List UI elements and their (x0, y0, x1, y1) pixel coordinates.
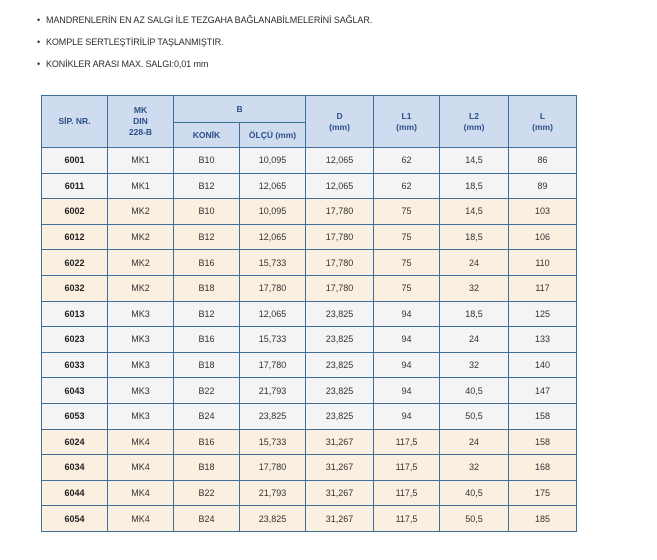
cell-l: 158 (509, 403, 577, 429)
table-row (42, 148, 577, 174)
table-row (42, 480, 577, 506)
cell-d: 31,267 (306, 455, 374, 481)
note-text: KOMPLE SERTLEŞTİRİLİP TAŞLANMIŞTIR. (46, 37, 224, 47)
cell-d: 17,780 (306, 224, 374, 250)
cell-sip: 6054 (42, 506, 108, 532)
cell-l2: 40,5 (440, 378, 509, 404)
cell-mk: MK3 (108, 352, 174, 378)
cell-konik: B22 (174, 480, 240, 506)
cell-d: 12,065 (306, 173, 374, 199)
note-text: KONİKLER ARASI MAX. SALGI:0,01 mm (46, 59, 209, 69)
cell-konik: B24 (174, 403, 240, 429)
cell-sip: 6001 (42, 148, 108, 174)
cell-olcu: 12,065 (240, 173, 306, 199)
cell-l2: 24 (440, 429, 509, 455)
cell-mk: MK2 (108, 250, 174, 276)
cell-l: 147 (509, 378, 577, 404)
cell-d: 23,825 (306, 352, 374, 378)
header-sip-nr: SİP. NR. (42, 96, 108, 148)
table-row (42, 199, 577, 225)
cell-sip: 6013 (42, 301, 108, 327)
cell-l: 110 (509, 250, 577, 276)
table-row (42, 224, 577, 250)
cell-mk: MK4 (108, 480, 174, 506)
cell-mk: MK3 (108, 327, 174, 353)
cell-l2: 32 (440, 455, 509, 481)
table-row (42, 250, 577, 276)
cell-olcu: 23,825 (240, 506, 306, 532)
header-l: L (mm) (509, 96, 577, 148)
cell-d: 23,825 (306, 403, 374, 429)
cell-l: 133 (509, 327, 577, 353)
cell-olcu: 15,733 (240, 429, 306, 455)
header-l1: L1 (mm) (374, 96, 440, 148)
cell-sip: 6043 (42, 378, 108, 404)
cell-l1: 75 (374, 224, 440, 250)
cell-l: 117 (509, 275, 577, 301)
cell-konik: B18 (174, 352, 240, 378)
cell-l1: 94 (374, 352, 440, 378)
cell-mk: MK3 (108, 301, 174, 327)
cell-d: 31,267 (306, 429, 374, 455)
cell-olcu: 17,780 (240, 352, 306, 378)
note-item (37, 10, 372, 32)
cell-mk: MK3 (108, 403, 174, 429)
cell-konik: B22 (174, 378, 240, 404)
cell-d: 17,780 (306, 275, 374, 301)
cell-mk: MK4 (108, 455, 174, 481)
table-row (42, 352, 577, 378)
cell-olcu: 10,095 (240, 199, 306, 225)
cell-konik: B24 (174, 506, 240, 532)
cell-l2: 50,5 (440, 506, 509, 532)
header-b: B (174, 96, 306, 123)
cell-konik: B16 (174, 429, 240, 455)
table-row (42, 403, 577, 429)
spec-table (41, 95, 577, 532)
cell-l1: 62 (374, 173, 440, 199)
cell-sip: 6023 (42, 327, 108, 353)
cell-l: 168 (509, 455, 577, 481)
table-row (42, 275, 577, 301)
cell-d: 17,780 (306, 250, 374, 276)
cell-d: 23,825 (306, 378, 374, 404)
cell-mk: MK4 (108, 429, 174, 455)
cell-olcu: 15,733 (240, 327, 306, 353)
table-row (42, 327, 577, 353)
cell-l2: 18,5 (440, 224, 509, 250)
cell-l1: 117,5 (374, 506, 440, 532)
cell-l1: 75 (374, 199, 440, 225)
cell-olcu: 17,780 (240, 455, 306, 481)
cell-olcu: 23,825 (240, 403, 306, 429)
cell-mk: MK2 (108, 224, 174, 250)
cell-olcu: 21,793 (240, 480, 306, 506)
table-row (42, 455, 577, 481)
cell-l2: 32 (440, 352, 509, 378)
cell-mk: MK2 (108, 275, 174, 301)
cell-l1: 94 (374, 403, 440, 429)
cell-l1: 62 (374, 148, 440, 174)
cell-l2: 50,5 (440, 403, 509, 429)
cell-mk: MK4 (108, 506, 174, 532)
cell-mk: MK2 (108, 199, 174, 225)
cell-l1: 75 (374, 275, 440, 301)
cell-d: 31,267 (306, 480, 374, 506)
cell-sip: 6053 (42, 403, 108, 429)
cell-sip: 6022 (42, 250, 108, 276)
cell-konik: B16 (174, 327, 240, 353)
cell-mk: MK1 (108, 173, 174, 199)
cell-l2: 14,5 (440, 199, 509, 225)
bullet-icon: • (37, 37, 41, 47)
header-mk-din: MK DIN 228-B (108, 96, 174, 148)
cell-konik: B18 (174, 455, 240, 481)
cell-l: 89 (509, 173, 577, 199)
cell-l1: 94 (374, 327, 440, 353)
cell-d: 31,267 (306, 506, 374, 532)
cell-mk: MK1 (108, 148, 174, 174)
cell-olcu: 15,733 (240, 250, 306, 276)
cell-l: 158 (509, 429, 577, 455)
cell-konik: B12 (174, 224, 240, 250)
cell-konik: B12 (174, 173, 240, 199)
cell-konik: B12 (174, 301, 240, 327)
cell-olcu: 21,793 (240, 378, 306, 404)
table-row (42, 301, 577, 327)
cell-d: 23,825 (306, 327, 374, 353)
cell-olcu: 12,065 (240, 301, 306, 327)
cell-konik: B16 (174, 250, 240, 276)
cell-l: 175 (509, 480, 577, 506)
cell-l1: 75 (374, 250, 440, 276)
cell-l2: 24 (440, 327, 509, 353)
cell-olcu: 10,095 (240, 148, 306, 174)
note-item (37, 54, 372, 76)
cell-l2: 18,5 (440, 173, 509, 199)
note-text: MANDRENLERİN EN AZ SALGI İLE TEZGAHA BAĞLANABİLMELERİNİ SAĞLAR. (46, 15, 373, 25)
cell-mk: MK3 (108, 378, 174, 404)
cell-sip: 6032 (42, 275, 108, 301)
table-row (42, 506, 577, 532)
cell-l1: 117,5 (374, 455, 440, 481)
cell-l: 86 (509, 148, 577, 174)
header-olcu: ÖLÇÜ (mm) (240, 123, 306, 148)
cell-l1: 117,5 (374, 480, 440, 506)
cell-l: 185 (509, 506, 577, 532)
cell-sip: 6011 (42, 173, 108, 199)
cell-sip: 6044 (42, 480, 108, 506)
cell-konik: B10 (174, 199, 240, 225)
cell-sip: 6034 (42, 455, 108, 481)
cell-l1: 94 (374, 378, 440, 404)
cell-sip: 6033 (42, 352, 108, 378)
cell-konik: B18 (174, 275, 240, 301)
cell-l: 125 (509, 301, 577, 327)
header-l2: L2 (mm) (440, 96, 509, 148)
table-row (42, 173, 577, 199)
bullet-icon: • (37, 15, 41, 25)
cell-l: 103 (509, 199, 577, 225)
cell-d: 12,065 (306, 148, 374, 174)
notes-list (37, 10, 372, 76)
cell-l2: 40,5 (440, 480, 509, 506)
table-row (42, 378, 577, 404)
cell-l2: 14,5 (440, 148, 509, 174)
cell-olcu: 12,065 (240, 224, 306, 250)
cell-sip: 6012 (42, 224, 108, 250)
cell-l2: 32 (440, 275, 509, 301)
cell-sip: 6024 (42, 429, 108, 455)
cell-l: 106 (509, 224, 577, 250)
cell-d: 23,825 (306, 301, 374, 327)
note-item (37, 32, 372, 54)
header-d: D (mm) (306, 96, 374, 148)
table-row (42, 429, 577, 455)
header-konik: KONİK (174, 123, 240, 148)
cell-sip: 6002 (42, 199, 108, 225)
cell-d: 17,780 (306, 199, 374, 225)
cell-l2: 18,5 (440, 301, 509, 327)
cell-olcu: 17,780 (240, 275, 306, 301)
cell-l2: 24 (440, 250, 509, 276)
cell-l1: 94 (374, 301, 440, 327)
cell-l1: 117,5 (374, 429, 440, 455)
cell-l: 140 (509, 352, 577, 378)
bullet-icon: • (37, 59, 41, 69)
cell-konik: B10 (174, 148, 240, 174)
